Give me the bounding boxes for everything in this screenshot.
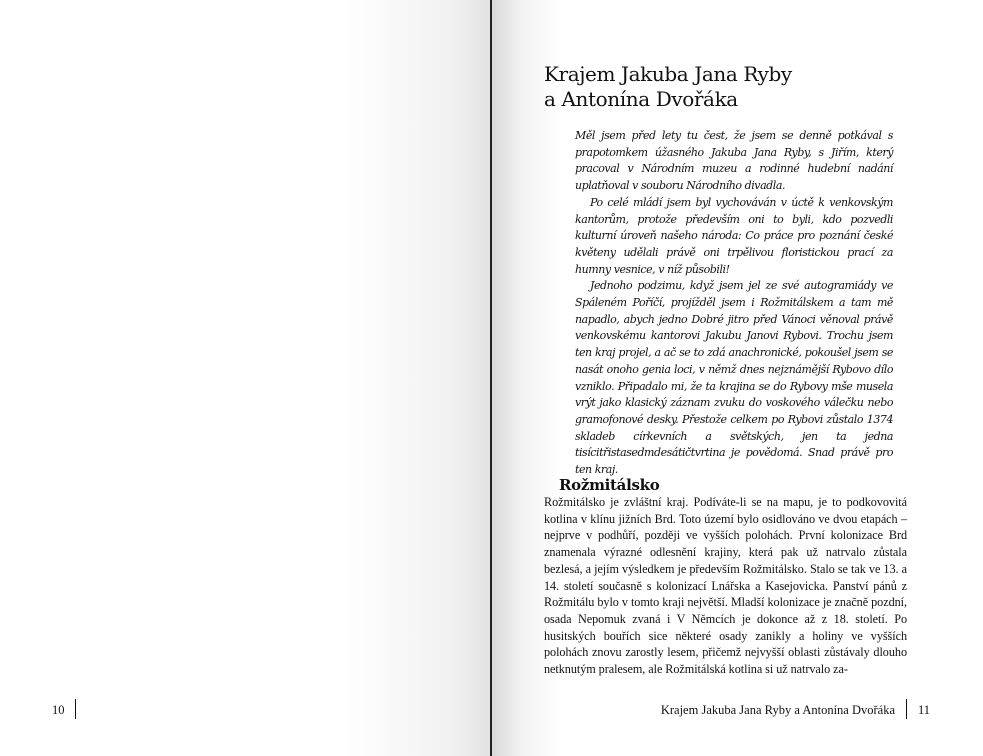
intro-text <box>575 128 893 479</box>
chapter-title-line-2: a Antonína Dvořáka <box>544 87 738 111</box>
section-heading: Rožmitálsko <box>559 476 660 494</box>
left-page <box>0 0 491 756</box>
chapter-title-line-1: Krajem Jakuba Jana Ryby <box>544 62 792 86</box>
chapter-title <box>544 62 924 112</box>
right-page-number: 11 <box>918 703 931 717</box>
right-folio-rule <box>906 699 907 719</box>
intro-paragraph-2: Po celé mládí jsem byl vychováván v úctě k venkovským kantorům, protože především oni to byli, kdo pozvedli kulturní úroveň našeho národa: Co práce pro poznání české květeny udělali právě oni trpělivou floristickou prací za humny vesnice, v níž působili! <box>575 195 893 276</box>
body-paragraph: Rožmitálsko je zvláštní kraj. Podíváte-li se na mapu, je to podkovovitá kotlina v klínu jižních Brd. Toto území bylo osidlováno ve dvou etapách – nejprve v podhůří, později ve vyšších polohách. První kolonizace Brd znamenala výrazné odlesnění krajiny, která pak už natrvalo zůstala bezlesá, a jejím výsledkem je především Rožmitálsko. Stalo se tak ve 13. a 14. století současně s kolonizací Lnářska a Kasejovicka. Panství pánů z Rožmitálu bylo v tomto kraji největší. Mladší kolonizace je značně pozdní, osada Nepomuk zvaná i V Němcích je dokonce až z 18. století. Po husitských bouřích sice některé osady zanikly a holiny ve vyšších polohách znovu zarostly lesem, přičemž nejvyšší oblasti zůstávaly dlouho netknutým pralesem, ale Rožmitálská kotlina si už natrvalo za- <box>544 495 907 677</box>
running-head: Krajem Jakuba Jana Ryby a Antonína Dvořáka <box>660 703 895 717</box>
intro-paragraph-3: Jednoho podzimu, když jsem jel ze své autogramiády ve Spáleném Poříčí, projížděl jsem i Rožmitálskem a tam mě napadlo, abych jedno Dobré jitro před Vánoci věnoval právě venkovskému kantorovi Jakubu Janovi Rybovi. Trochu jsem ten kraj projel, a ač se to zdá anachronické, pokoušel jsem se nasát onoho genia loci, v němž dnes nejznámější Rybovo dílo vzniklo. Připadalo mi, že ta krajina se do Rybovy mše musela vrýt jako klasický záznam zvuku do voskového válečku nebo gramofonové desky. Přestože celkem po Rybovi zůstalo 1374 skladeb církevních a světských, jen ta jedna tisícitřistasedmdesátičtvrtina je povědomá. Snad právě pro ten kraj. <box>575 279 893 477</box>
intro-paragraph-1: Měl jsem před lety tu čest, že jsem se denně potkával s prapotomkem úžasného Jakuba Jana Ryby, s Jiřím, který pracoval v Národním muzeu a rodinné hudební nadání uplatňoval v souboru Národního divadla. <box>575 129 893 193</box>
left-page-number: 10 <box>52 703 65 717</box>
left-folio-rule <box>75 699 76 719</box>
